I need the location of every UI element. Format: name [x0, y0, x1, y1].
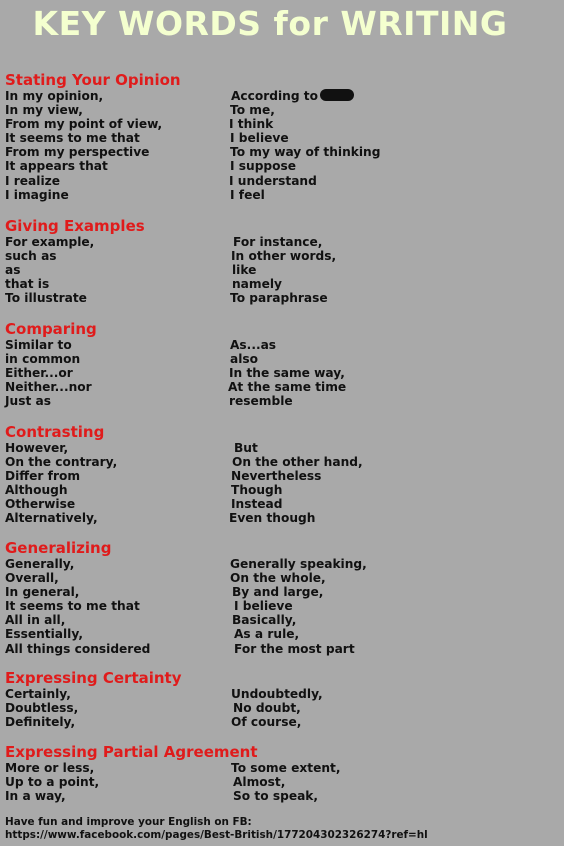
phrase-row	[5, 366, 560, 380]
phrase-left: Essentially,	[5, 627, 83, 642]
phrase-right: I believe	[234, 599, 293, 614]
phrase-right: No doubt,	[233, 701, 301, 716]
phrase-left: From my point of view,	[5, 117, 163, 132]
phrase-left: Alternatively,	[5, 511, 98, 526]
section-giving-examples	[5, 217, 560, 305]
phrase-left: Overall,	[5, 571, 59, 586]
phrase-left: It seems to me that	[5, 599, 140, 614]
phrase-right: I believe	[230, 131, 289, 146]
phrase-right: But	[234, 441, 258, 455]
phrase-right: resemble	[229, 394, 293, 409]
section-comparing	[5, 320, 560, 408]
phrase-right: For instance,	[233, 235, 323, 249]
phrase-row	[5, 117, 560, 131]
phrase-left: All things considered	[5, 641, 151, 656]
phrase-left: that is	[5, 277, 50, 292]
section-heading: Generalizing	[5, 539, 112, 557]
phrase-left: In general,	[5, 585, 80, 600]
phrase-row	[5, 557, 560, 571]
phrase-right: Of course,	[231, 715, 302, 730]
phrase-right: I feel	[230, 187, 265, 202]
phrase-left: It seems to me that	[5, 131, 140, 146]
phrase-row	[5, 761, 560, 775]
phrase-left: Either...or	[5, 366, 73, 381]
phrase-left: Generally,	[5, 557, 75, 571]
phrase-row	[5, 511, 560, 525]
phrase-row	[5, 131, 560, 145]
phrase-row	[5, 789, 560, 803]
footer	[5, 816, 560, 842]
phrase-left: Although	[5, 483, 68, 498]
phrase-row	[5, 441, 560, 455]
phrase-left: I realize	[5, 173, 60, 188]
phrase-row	[5, 89, 560, 103]
phrase-left: Just as	[5, 394, 52, 409]
section-heading: Contrasting	[5, 423, 105, 441]
phrase-row	[5, 701, 560, 715]
footer-text: Have fun and improve your English on FB:	[5, 816, 252, 828]
phrase-left: From my perspective	[5, 145, 150, 160]
phrase-row	[5, 469, 560, 483]
phrase-right: Though	[231, 483, 283, 498]
phrase-right: So to speak,	[233, 789, 319, 804]
phrase-left: To illustrate	[5, 291, 87, 306]
phrase-row	[5, 775, 560, 789]
phrase-left: Doubtless,	[5, 701, 79, 716]
phrase-list	[5, 89, 560, 202]
phrase-row	[5, 174, 560, 188]
phrase-right: As a rule,	[234, 627, 300, 642]
phrase-right: Generally speaking,	[230, 557, 367, 571]
section-heading: Expressing Partial Agreement	[5, 743, 258, 761]
section-heading: Giving Examples	[5, 217, 145, 235]
phrase-left: All in all,	[5, 613, 66, 628]
phrase-right: Instead	[231, 497, 283, 512]
phrase-row	[5, 585, 560, 599]
phrase-left: In my view,	[5, 103, 83, 118]
phrase-row	[5, 599, 560, 613]
phrase-row	[5, 613, 560, 627]
phrase-left: For example,	[5, 235, 95, 249]
phrase-right: Basically,	[232, 613, 297, 628]
phrase-right: As...as	[230, 338, 277, 352]
phrase-right: also	[230, 352, 259, 367]
phrase-row	[5, 497, 560, 511]
phrase-right: On the whole,	[230, 571, 326, 586]
phrase-left: However,	[5, 441, 69, 455]
phrase-row	[5, 159, 560, 173]
page-title: KEY WORDS for WRITING	[32, 4, 508, 43]
phrase-right: To some extent,	[231, 761, 341, 775]
phrase-right: Undoubtedly,	[231, 687, 323, 701]
phrase-row	[5, 291, 560, 305]
phrase-list	[5, 235, 560, 305]
phrase-left: It appears that	[5, 159, 108, 174]
phrase-right: Almost,	[233, 775, 286, 790]
redacted-mark	[320, 89, 354, 101]
phrase-right: For the most part	[234, 641, 355, 656]
phrase-row	[5, 455, 560, 469]
phrase-row	[5, 145, 560, 159]
section-heading: Stating Your Opinion	[5, 71, 181, 89]
phrase-left: In a way,	[5, 789, 66, 804]
phrase-left: in common	[5, 352, 81, 367]
phrase-left: More or less,	[5, 761, 95, 775]
phrase-row	[5, 642, 560, 656]
phrase-row	[5, 103, 560, 117]
phrase-row	[5, 394, 560, 408]
phrase-left: Certainly,	[5, 687, 71, 701]
phrase-list	[5, 338, 560, 408]
phrase-right: I suppose	[230, 159, 297, 174]
phrase-left: In my opinion,	[5, 89, 104, 103]
phrase-row	[5, 571, 560, 585]
phrase-list	[5, 687, 560, 729]
phrase-row	[5, 249, 560, 263]
phrase-row	[5, 483, 560, 497]
section-heading: Comparing	[5, 320, 97, 338]
phrase-row	[5, 687, 560, 701]
phrase-right: I understand	[229, 173, 317, 188]
phrase-left: I imagine	[5, 187, 69, 202]
phrase-left: Otherwise	[5, 497, 76, 512]
phrase-list	[5, 761, 560, 803]
phrase-right: By and large,	[232, 585, 324, 600]
phrase-right: namely	[232, 277, 282, 292]
section-generalizing	[5, 539, 560, 656]
section-heading: Expressing Certainty	[5, 669, 182, 687]
phrase-row	[5, 380, 560, 394]
phrase-row	[5, 352, 560, 366]
phrase-right: To me,	[230, 103, 275, 118]
phrase-row	[5, 235, 560, 249]
phrase-left: Similar to	[5, 338, 72, 352]
phrase-list	[5, 441, 560, 526]
phrase-left: On the contrary,	[5, 455, 118, 470]
phrase-left: such as	[5, 249, 57, 264]
phrase-right: Even though	[229, 511, 316, 526]
phrase-left: Definitely,	[5, 715, 76, 730]
phrase-right: According to	[231, 89, 354, 103]
phrase-row	[5, 715, 560, 729]
phrase-left: Differ from	[5, 469, 81, 484]
section-expressing-certainty	[5, 669, 560, 729]
phrase-row	[5, 338, 560, 352]
section-contrasting	[5, 423, 560, 526]
phrase-left: Neither...nor	[5, 380, 92, 395]
phrase-row	[5, 277, 560, 291]
phrase-left: Up to a point,	[5, 775, 100, 790]
phrase-right: In the same way,	[229, 366, 345, 381]
phrase-row	[5, 263, 560, 277]
phrase-right: In other words,	[231, 249, 337, 264]
phrase-right: To paraphrase	[230, 291, 328, 306]
phrase-right: like	[232, 263, 257, 278]
section-stating-opinion	[5, 71, 560, 202]
phrase-list	[5, 557, 560, 656]
phrase-right: Nevertheless	[231, 469, 322, 484]
footer-link[interactable]: https://www.facebook.com/pages/Best-British/177204302326274?ref=hl	[5, 829, 428, 841]
phrase-row	[5, 627, 560, 641]
phrase-right: To my way of thinking	[230, 145, 381, 160]
phrase-row	[5, 188, 560, 202]
section-partial-agreement	[5, 743, 560, 803]
phrase-right: I think	[229, 117, 274, 132]
phrase-left: as	[5, 263, 21, 278]
phrase-right: At the same time	[228, 380, 347, 395]
phrase-right: On the other hand,	[232, 455, 363, 470]
